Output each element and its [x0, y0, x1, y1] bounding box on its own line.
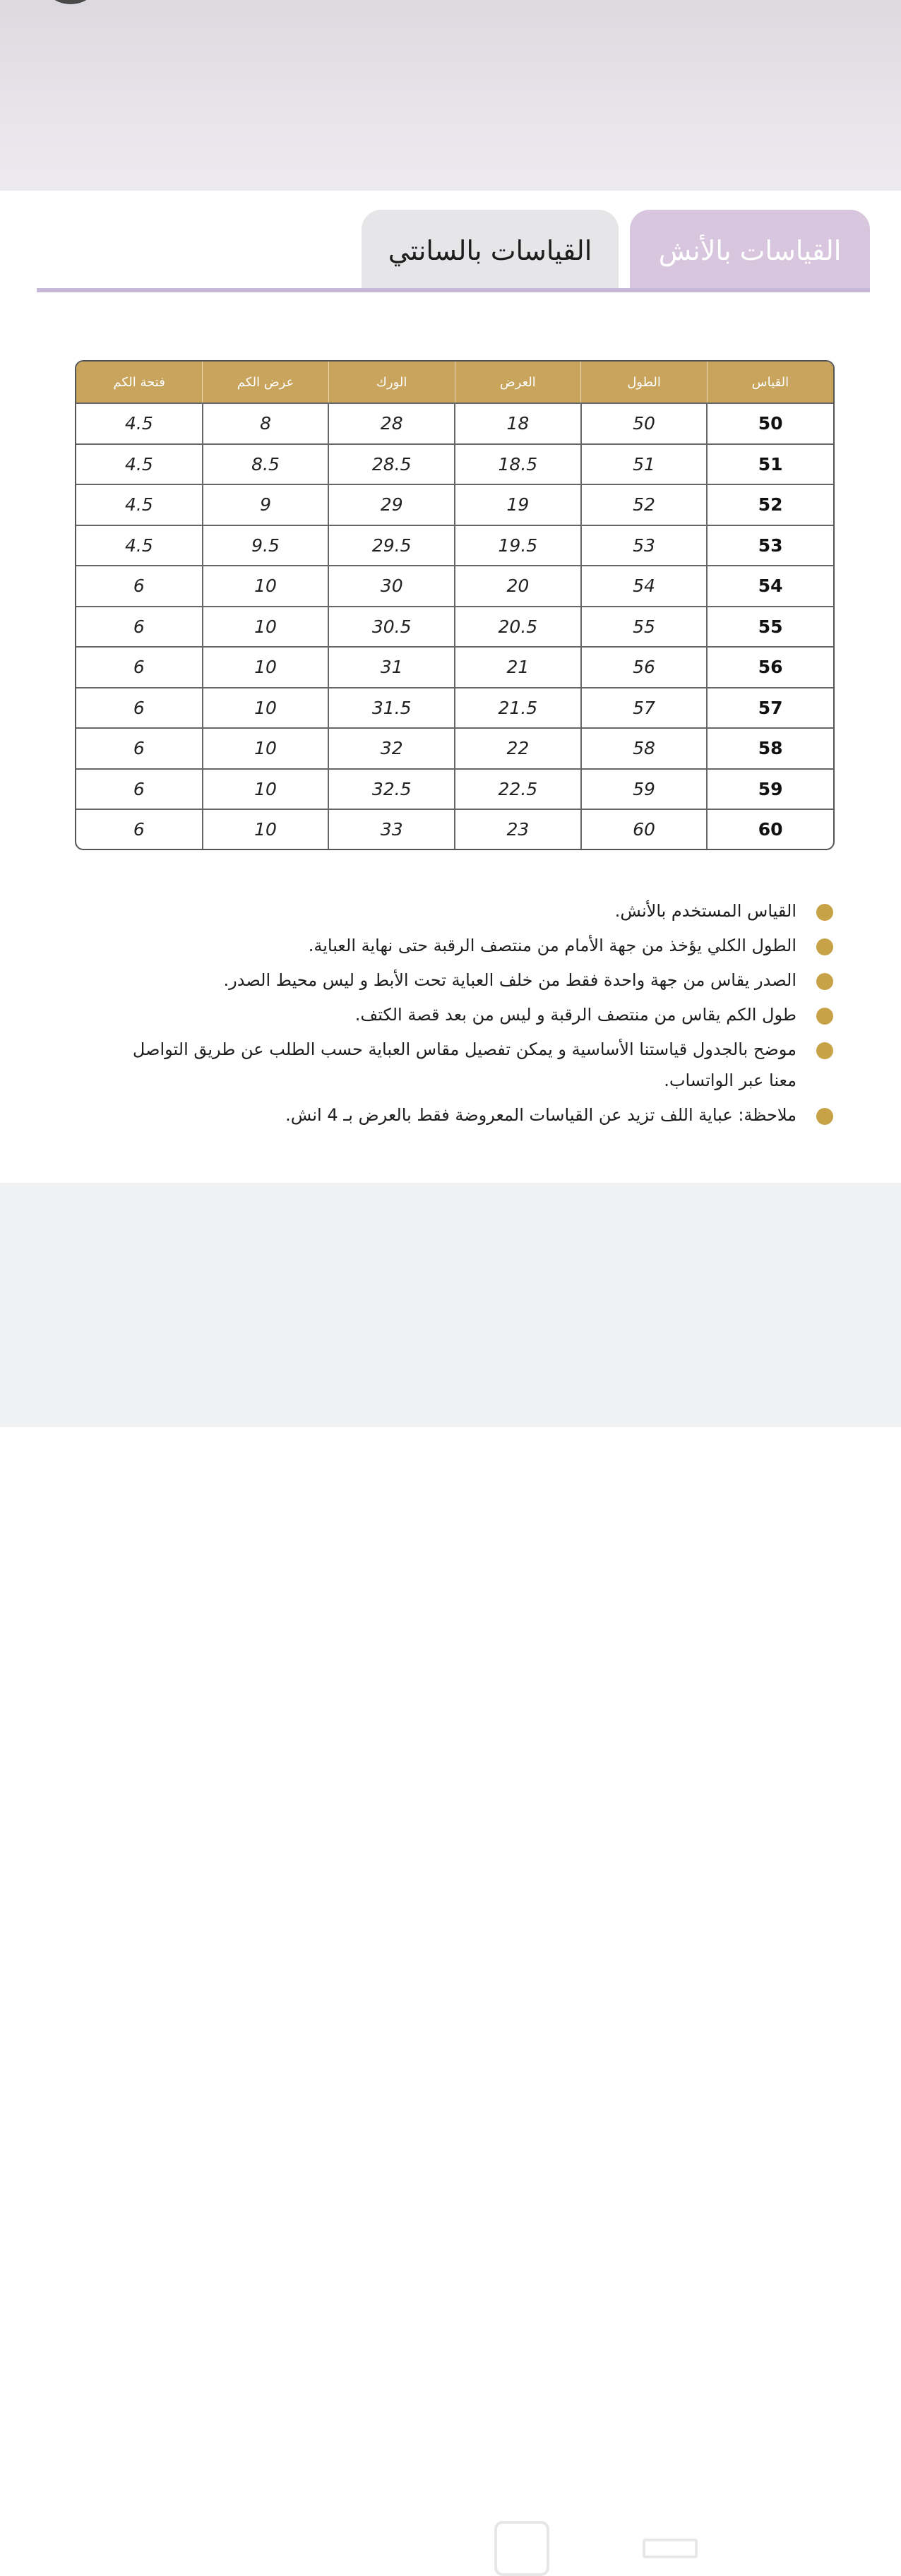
cell-sleeve-opening: 4.5: [76, 403, 203, 444]
cell-sleeve-width: 10: [203, 809, 329, 849]
table-row: [76, 769, 833, 810]
note-text: ملاحظة: عباية اللف تزيد عن القياسات المعروضة فقط بالعرض بـ 4 انش.: [285, 1105, 796, 1125]
tab-underline: [37, 288, 870, 292]
header-sleeve-width: عرض الكم: [203, 362, 329, 403]
cell-sleeve-width: 9.5: [203, 525, 329, 566]
cell-width: 21.5: [455, 688, 581, 729]
header-length: الطول: [581, 362, 708, 403]
notes-list: [106, 895, 833, 1134]
list-item: [106, 999, 833, 1030]
cell-hip: 32.5: [328, 769, 455, 810]
cell-length: 59: [581, 769, 708, 810]
cell-hip: 33: [328, 809, 455, 849]
cell-width: 19: [455, 484, 581, 525]
cell-width: 23: [455, 809, 581, 849]
cell-width: 19.5: [455, 525, 581, 566]
cell-size: 51: [707, 444, 833, 485]
cell-sleeve-opening: 6: [76, 728, 203, 769]
bullet-icon: [816, 938, 833, 955]
cell-sleeve-opening: 6: [76, 769, 203, 810]
table-row: [76, 444, 833, 485]
cell-width: 21: [455, 647, 581, 688]
cell-size: 58: [707, 728, 833, 769]
bullet-icon: [816, 1008, 833, 1025]
cell-sleeve-opening: 4.5: [76, 484, 203, 525]
cell-sleeve-width: 10: [203, 769, 329, 810]
list-item: [106, 895, 833, 926]
cell-length: 55: [581, 607, 708, 648]
cell-sleeve-width: 10: [203, 728, 329, 769]
phone-icon[interactable]: [494, 2521, 549, 2576]
note-text: طول الكم يقاس من منتصف الرقبة و ليس من بعد قصة الكتف.: [354, 1005, 796, 1025]
cell-sleeve-opening: 6: [76, 607, 203, 648]
cell-sleeve-opening: 6: [76, 688, 203, 729]
cell-length: 52: [581, 484, 708, 525]
cell-hip: 32: [328, 728, 455, 769]
cell-hip: 28: [328, 403, 455, 444]
bullet-icon: [816, 904, 833, 921]
cell-sleeve-opening: 4.5: [76, 525, 203, 566]
cell-hip: 28.5: [328, 444, 455, 485]
cell-sleeve-opening: 6: [76, 566, 203, 607]
cell-sleeve-width: 9: [203, 484, 329, 525]
cell-sleeve-opening: 4.5: [76, 444, 203, 485]
trend-icon[interactable]: [643, 2539, 698, 2558]
cell-size: 54: [707, 566, 833, 607]
table-row: [76, 403, 833, 444]
cell-size: 59: [707, 769, 833, 810]
cell-hip: 30: [328, 566, 455, 607]
cell-size: 52: [707, 484, 833, 525]
note-text: الطول الكلي يؤخذ من جهة الأمام من منتصف الرقبة حتى نهاية العباية.: [308, 936, 796, 955]
cell-width: 18: [455, 403, 581, 444]
bottom-bar: [0, 1183, 901, 1427]
cell-length: 57: [581, 688, 708, 729]
header-sleeve-opening: فتحة الكم: [76, 362, 203, 403]
size-table: [75, 360, 835, 850]
cell-length: 60: [581, 809, 708, 849]
cell-size: 57: [707, 688, 833, 729]
bullet-icon: [816, 1108, 833, 1125]
cell-hip: 30.5: [328, 607, 455, 648]
table-row: [76, 809, 833, 849]
header-hip: الورك: [328, 362, 455, 403]
cell-length: 53: [581, 525, 708, 566]
cell-width: 22.5: [455, 769, 581, 810]
cell-sleeve-width: 10: [203, 647, 329, 688]
cell-hip: 29.5: [328, 525, 455, 566]
cell-width: 22: [455, 728, 581, 769]
cell-sleeve-width: 10: [203, 607, 329, 648]
cell-length: 56: [581, 647, 708, 688]
table-row: [76, 525, 833, 566]
header-size: القياس: [707, 362, 833, 403]
cell-size: 60: [707, 809, 833, 849]
note-text: موضح بالجدول قياستنا الأساسية و يمكن تفصيل مقاس العباية حسب الطلب عن طريق التواصل معنا عبر الواتساب.: [132, 1039, 796, 1090]
cell-size: 56: [707, 647, 833, 688]
table-row: [76, 647, 833, 688]
table-row: [76, 484, 833, 525]
cell-length: 50: [581, 403, 708, 444]
cell-sleeve-width: 10: [203, 688, 329, 729]
cell-sleeve-opening: 6: [76, 809, 203, 849]
top-banner: [0, 0, 901, 191]
cell-hip: 31: [328, 647, 455, 688]
bullet-icon: [816, 1042, 833, 1059]
cell-size: 55: [707, 607, 833, 648]
list-item: [106, 1034, 833, 1096]
cell-hip: 31.5: [328, 688, 455, 729]
cell-length: 58: [581, 728, 708, 769]
list-item: [106, 1099, 833, 1131]
cell-size: 50: [707, 403, 833, 444]
cell-length: 51: [581, 444, 708, 485]
cell-width: 20: [455, 566, 581, 607]
cell-size: 53: [707, 525, 833, 566]
cell-sleeve-width: 10: [203, 566, 329, 607]
cell-width: 20.5: [455, 607, 581, 648]
avatar[interactable]: [39, 0, 102, 4]
tab-inches[interactable]: القياسات بالأنش: [630, 210, 870, 291]
cell-width: 18.5: [455, 444, 581, 485]
cell-length: 54: [581, 566, 708, 607]
table-row: [76, 607, 833, 648]
cell-hip: 29: [328, 484, 455, 525]
table-header-row: [76, 362, 833, 403]
list-item: [106, 965, 833, 996]
cell-sleeve-width: 8.5: [203, 444, 329, 485]
bullet-icon: [816, 973, 833, 990]
table-row: [76, 688, 833, 729]
note-text: القياس المستخدم بالأنش.: [614, 901, 796, 921]
list-item: [106, 930, 833, 961]
cell-sleeve-opening: 6: [76, 647, 203, 688]
header-width: العرض: [455, 362, 581, 403]
cell-sleeve-width: 8: [203, 403, 329, 444]
note-text: الصدر يقاس من جهة واحدة فقط من خلف العباية تحت الأبط و ليس محيط الصدر.: [223, 970, 796, 990]
tab-centimeters[interactable]: القياسات بالسانتي: [362, 210, 619, 291]
table-row: [76, 728, 833, 769]
table-row: [76, 566, 833, 607]
